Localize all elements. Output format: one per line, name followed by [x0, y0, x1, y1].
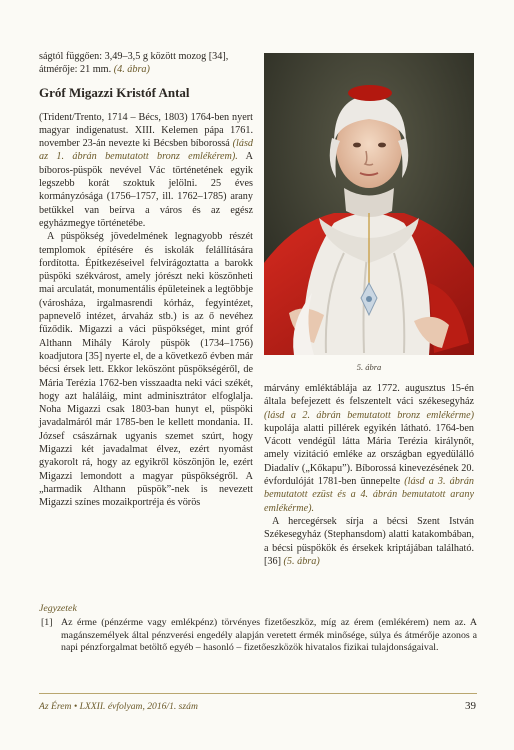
figure-ref: (lásd az 1. ábrán bemutatott bronz emlékérem).	[39, 138, 253, 163]
paragraph-tomb: A hercegérsek sírja a bécsi Szent István Székesegyház (Stephansdom) alatti katakombában, a bécsi püspökök és érsekek kriptájában található. [36] (5. ábra)	[264, 515, 474, 567]
footnotes	[39, 603, 477, 655]
intro-text: ságtól függően: 3,49–3,5 g között mozog [34], átmérője: 21 mm. (4. ábra)	[39, 51, 229, 76]
footer-divider	[39, 693, 477, 694]
paragraph-history: A püspökség jövedelmének legnagyobb részét templomok építésére és iskolák felállítására fordította. Építkezéseivel felvirágoztatta a barokk püspöki székvárost, amely jórészt neki köszönheti mai arculatát, monumentális épületeinek a legtöbbje (városháza, irgalmasrendi kórház, fegyintézet, papnevelő intézet, árvaház stb.) is az ő nevéhez fűződik. Migazzi a váci püspökséget, mint gróf Althann Mihály Károly püspök (1734–1756) koadjutora [35] nyerte el, de a következő évben már bécsi érsek lett. Ekkor leköszönt püspökségéről, de Mária Terézia 1762-ben visszaadta neki váci székét, hogy azt haláláig, mint adminisztrátor elfoglalja. Noha Migazzi csak 1803-ban hunyt el, püspöki javadalmáról már 1785-ben le kellett mondania. II. József császárnak ugyanis szemet szúrt, hogy Migazzi két javadalmat élvez, ezért nyomást gyakorolt rá, hogy az egyikről köszönjön le, ezért Migazzi lemondott a magyar püspökségről. A „harmadik Althann püspök”-nek is nevezett Migazzi színes mozaikportréja és vörös	[39, 231, 253, 509]
journal-name: Az Érem • LXXII. évfolyam, 2016/1. szám	[39, 701, 198, 712]
figure-ref: (lásd a 2. ábrán bemutatott bronz emlékérme)	[264, 409, 474, 421]
right-column	[264, 382, 474, 568]
notes-title: Jegyzetek	[39, 603, 77, 614]
figure-caption: 5. ábra	[356, 362, 382, 372]
left-column	[39, 50, 253, 510]
portrait-image	[264, 53, 474, 355]
note-item	[39, 617, 477, 655]
paragraph-biography: (Trident/Trento, 1714 – Bécs, 1803) 1764-ben nyert magyar indigenatust. XIII. Kelemen pápa 1761. november 23-án nevezte ki Bécsben bíborossá (lásd az 1. ábrán bemutatott bronz emlékérem). A bíboros-püspök nevével Vác történetének egyik legszebb korát szoktuk jelölni. 25 éves kormányzósága (1756–1757, ill. 1762–1785) arany betűkkel van beírva a város és az egész egyházmegye történetébe.	[39, 111, 254, 229]
paragraph-memorial: márvány emléktáblája az 1772. augusztus 15-én általa befejezett és felszentelt váci székesegyház (lásd a 2. ábrán bemutatott bronz emlékérme) kupolája alatti pillérek egyikén látható. 1764-ben Vácott vendégül látta Mária Terézia királynőt, amely vizitáció emléke az országban egyedülálló Diadalív („Kőkapu”). Bíborossá kinevezésének 20. évfordulóját 1781-ben ünnepelte (lásd a 3. ábrán bemutatott ezüst és a 4. ábrán bemutatott arany emlékérme).	[264, 383, 475, 514]
figure-ref: (lásd a 3. ábrán bemutatott ezüst és a 4. ábrán bemutatott arany emlékérme).	[264, 476, 475, 514]
figure-ref: (5. ábra)	[283, 555, 320, 567]
page-number: 39	[465, 700, 476, 712]
note-text: Az érme (pénzérme vagy emlékpénz) törvényes fizetőeszköz, míg az érem (emlékérem) nem az. A magánszemélyek által pénzverési engedély alapján veretett érmék minősége, súlya és átmérője azonos a napi pénzforgalmat betöltő egyéb – hasonló – fizetőeszközök hivatalos fizikai tulajdonságaival.	[61, 616, 477, 654]
note-number: [1]	[41, 616, 53, 628]
section-heading: Gróf Migazzi Kristóf Antal	[39, 84, 190, 100]
figure-ref: (4. ábra)	[113, 64, 150, 76]
